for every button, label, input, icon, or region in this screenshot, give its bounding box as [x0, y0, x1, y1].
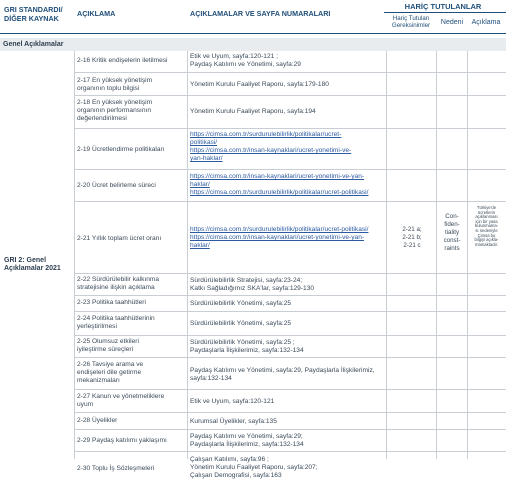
row-divider	[74, 95, 506, 96]
disclosure-2-18	[77, 99, 152, 123]
policy-link[interactable]: politikasi/	[190, 139, 218, 146]
header-excluded-title: HARİÇ TUTULANLAR	[404, 2, 482, 11]
reference-text: sayfa:132-134	[190, 375, 232, 382]
note-text: Türkiye'de	[476, 205, 497, 210]
disclosure-text: 2-27 Kanun ve yönetmeliklere	[77, 393, 165, 400]
column-divider	[467, 51, 468, 459]
reference-2-30	[190, 456, 318, 480]
row-divider	[74, 451, 506, 452]
disclosure-2-28	[77, 417, 117, 425]
disclosure-2-26	[77, 361, 143, 385]
row-divider	[74, 72, 506, 73]
disclosure-text: yerleştirilmesi	[77, 323, 117, 330]
reason-text: fiden-	[444, 221, 460, 228]
reference-text: Paydaş Katılımı ve Yönetimi, sayfa:29, Paydaşlarla İlişkilerimiz,	[190, 367, 375, 374]
policy-link[interactable]: https://cimsa.com.tr/surdurulebilirlik/politikalar/ucret-politikasi/	[190, 226, 369, 233]
excluded-req: 2-21 a;	[402, 226, 422, 233]
row-divider	[74, 389, 506, 390]
header-excluded-requirements	[386, 15, 436, 29]
column-divider	[436, 51, 437, 459]
disclosure-2-29	[77, 437, 167, 445]
disclosure-2-25	[77, 338, 139, 354]
reference-text: Yönetim Kurulu Faaliyet Raporu, sayfa:179-180	[190, 81, 329, 88]
gri2-group-line1: GRI 2: Genel	[4, 257, 47, 264]
disclosure-text: 2-25 Olumsuz etkileri	[77, 338, 139, 345]
excluded-requirements-2-21	[390, 226, 434, 250]
reference-2-27	[190, 398, 274, 406]
policy-link[interactable]: https://cimsa.com.tr/insan-kaynaklari/ucret-yonetimi-ve-	[190, 147, 352, 154]
column-divider	[74, 51, 75, 459]
disclosure-2-20	[77, 182, 156, 190]
disclosure-text: 2-19 Ücretlendirme politikaları	[77, 146, 165, 153]
policy-link[interactable]: https://cimsa.com.tr/insan-kaynaklari/ucret-yonetimi-ve-yan-	[190, 234, 365, 241]
excluded-reason-2-21	[438, 213, 466, 253]
disclosure-text: endişeleri dile getirme	[77, 369, 142, 376]
reason-text: const-	[443, 237, 461, 244]
reference-text: Paydaş Katılımı ve Yönetimi, sayfa:29;	[190, 433, 303, 440]
disclosure-2-19	[77, 146, 165, 154]
disclosure-text: 2-16 Kritik endişelerin iletilmesi	[77, 57, 168, 64]
reference-text: Etik ve Uyum, sayfa:120-121 ;	[190, 53, 278, 60]
reference-2-18	[190, 108, 316, 116]
policy-link[interactable]: haklar/	[190, 181, 210, 188]
disclosure-text: 2-21 Yıllık toplam ücret oranı	[77, 235, 162, 242]
reference-2-16	[190, 53, 301, 69]
disclosure-2-22	[77, 276, 159, 292]
disclosure-text: 2-23 Politika taahhütleri	[77, 299, 146, 306]
disclosure-2-23	[77, 299, 146, 307]
header-excluded-req-line2: Gereksinimler	[391, 22, 431, 29]
column-divider	[386, 51, 387, 459]
note-text: mamaktadır.	[474, 241, 499, 247]
section-title: Genel Açıklamalar	[3, 41, 64, 48]
disclosure-2-21	[77, 235, 161, 243]
reference-text: Paydaşlarla İlişkilerimiz, sayfa:132-134	[190, 441, 304, 448]
column-divider	[187, 51, 188, 459]
reason-text: raints	[444, 245, 460, 252]
disclosure-text: mekanizmaları	[77, 377, 120, 384]
header-excluded-underline	[384, 12, 506, 13]
policy-link[interactable]: yan-haklar/	[190, 155, 223, 162]
disclosure-text: 2-24 Politika taahhütlerinin	[77, 315, 155, 322]
policy-link[interactable]: https://cimsa.com.tr/insan-kaynaklari/ucret-yonetimi-ve-yan-	[190, 173, 365, 180]
reason-text: tiality	[444, 229, 460, 236]
reference-text: Çalışan Katılımı, sayfa:96 ;	[190, 456, 269, 463]
reference-text: Sürdürülebilirlik Stratejisi, sayfa:23-24;	[190, 277, 303, 284]
row-divider	[74, 273, 506, 274]
header-disclosures-pages: AÇIKLAMALAR VE SAYFA NUMARALARI	[190, 9, 331, 18]
disclosure-text: 2-30 Toplu İş Sözleşmeleri	[77, 465, 155, 472]
disclosure-text: iyileştirme süreçleri	[77, 346, 134, 353]
note-text: açıklanması	[475, 214, 498, 220]
row-divider	[74, 295, 506, 296]
disclosure-2-16	[77, 57, 168, 65]
note-text: için bir yasa	[475, 218, 498, 224]
disclosure-text: 2-17 En yüksek yönetişim	[77, 77, 153, 84]
disclosure-text: 2-22 Sürdürülebilir kalkınma	[77, 276, 160, 283]
reference-2-21	[190, 226, 368, 250]
reference-2-25	[190, 339, 304, 355]
row-divider	[74, 357, 506, 358]
header-bottom-rule	[0, 33, 506, 34]
reference-text: Paydaş Katılımı ve Yönetimi, sayfa:29	[190, 61, 301, 68]
section-general-disclosures	[0, 38, 506, 51]
reference-text: Katkı Sağladığımız SKA'lar, sayfa:129-130	[190, 285, 315, 292]
row-divider	[74, 201, 506, 202]
row-divider	[74, 169, 506, 170]
disclosure-2-30	[77, 465, 154, 473]
disclosure-text: 2-18 En yüksek yönetişim	[77, 99, 153, 106]
header-gri-line2: DİĞER KAYNAK	[4, 14, 59, 23]
row-divider	[74, 412, 506, 413]
disclosure-text: stratejisine ilişkin açıklama	[77, 284, 155, 291]
reference-text: Yönetim Kurulu Faaliyet Raporu, sayfa:207;	[190, 464, 318, 471]
reference-text: Paydaşlarla İlişkilerimiz, sayfa:132-134	[190, 347, 304, 354]
note-text: Çimsa bu	[477, 232, 496, 238]
disclosure-text: organının performansının	[77, 107, 152, 114]
disclosure-2-17	[77, 77, 152, 93]
disclosure-text: 2-26 Tavsiye arama ve	[77, 361, 144, 368]
reference-2-29	[190, 433, 304, 449]
reference-text: Yönetim Kurulu Faaliyet Raporu, sayfa:194	[190, 108, 316, 115]
excluded-req: 2-21 c	[403, 242, 421, 249]
disclosure-2-24	[77, 315, 155, 331]
gri2-group-line2: Açıklamalar 2021	[4, 265, 61, 272]
disclosure-2-27	[77, 393, 164, 409]
disclosure-text: organının toplu bilgisi	[77, 85, 140, 92]
reference-text: Sürdürülebilirlik Yönetimi, sayfa:25	[190, 320, 292, 327]
disclosure-text: uyum	[77, 401, 94, 408]
reference-text: Çalışan Demografisi, sayfa:163	[190, 472, 282, 479]
reference-2-19	[190, 131, 351, 163]
note-text: sı nedeniyle	[475, 227, 498, 233]
reference-text: Sürdürülebilirlik Yönetimi, sayfa:25 ;	[190, 339, 295, 346]
reference-text: Etik ve Uyum, sayfa:120-121	[190, 398, 275, 405]
reference-2-23	[190, 300, 291, 308]
header-excluded-reason: Nedeni	[440, 19, 464, 26]
reference-2-17	[190, 81, 329, 89]
header-excluded-req-line1: Hariç Tutulan	[392, 15, 430, 22]
reference-text: Kurumsal Üyelikler, sayfa:135	[190, 418, 277, 425]
header-gri-line1: GRI STANDARDI/	[4, 5, 63, 14]
reference-text: Sürdürülebilirlik Yönetimi, sayfa:25	[190, 300, 292, 307]
reference-2-24	[190, 320, 291, 328]
disclosure-text: 2-20 Ücret belirleme süreci	[77, 182, 156, 189]
reference-2-26	[190, 367, 375, 383]
reference-2-28	[190, 418, 277, 426]
reference-2-22	[190, 277, 314, 293]
note-text: ücretlerin	[477, 209, 496, 215]
row-divider	[74, 128, 506, 129]
header-gri-standard	[4, 5, 63, 23]
gri2-group-label	[4, 257, 61, 273]
reference-2-20	[190, 173, 368, 197]
policy-link[interactable]: haklar/	[190, 242, 210, 249]
note-text: bilgiyi açıkla-	[474, 237, 499, 243]
header-excluded-explanation: Açıklama	[471, 19, 501, 26]
reason-text: Con-	[445, 213, 459, 220]
row-divider	[74, 429, 506, 430]
disclosure-text: değerlendirilmesi	[77, 115, 127, 122]
disclosure-text: 2-28 Üyelikler	[77, 417, 118, 424]
note-text: bulunmama-	[474, 223, 499, 229]
header-description: AÇIKLAMA	[77, 9, 116, 18]
policy-link[interactable]: https://cimsa.com.tr/surdurulebilirlik/politikalar/ucret-politikasi/	[190, 189, 369, 196]
disclosure-text: 2-29 Paydaş katılımı yaklaşımı	[77, 437, 167, 444]
excluded-explanation-2-21	[468, 206, 505, 247]
row-divider	[74, 311, 506, 312]
policy-link[interactable]: https://cimsa.com.tr/surdurulebilirlik/politikalar/ucret-	[190, 131, 342, 138]
row-divider	[74, 335, 506, 336]
excluded-req: 2-21 b;	[402, 234, 422, 241]
